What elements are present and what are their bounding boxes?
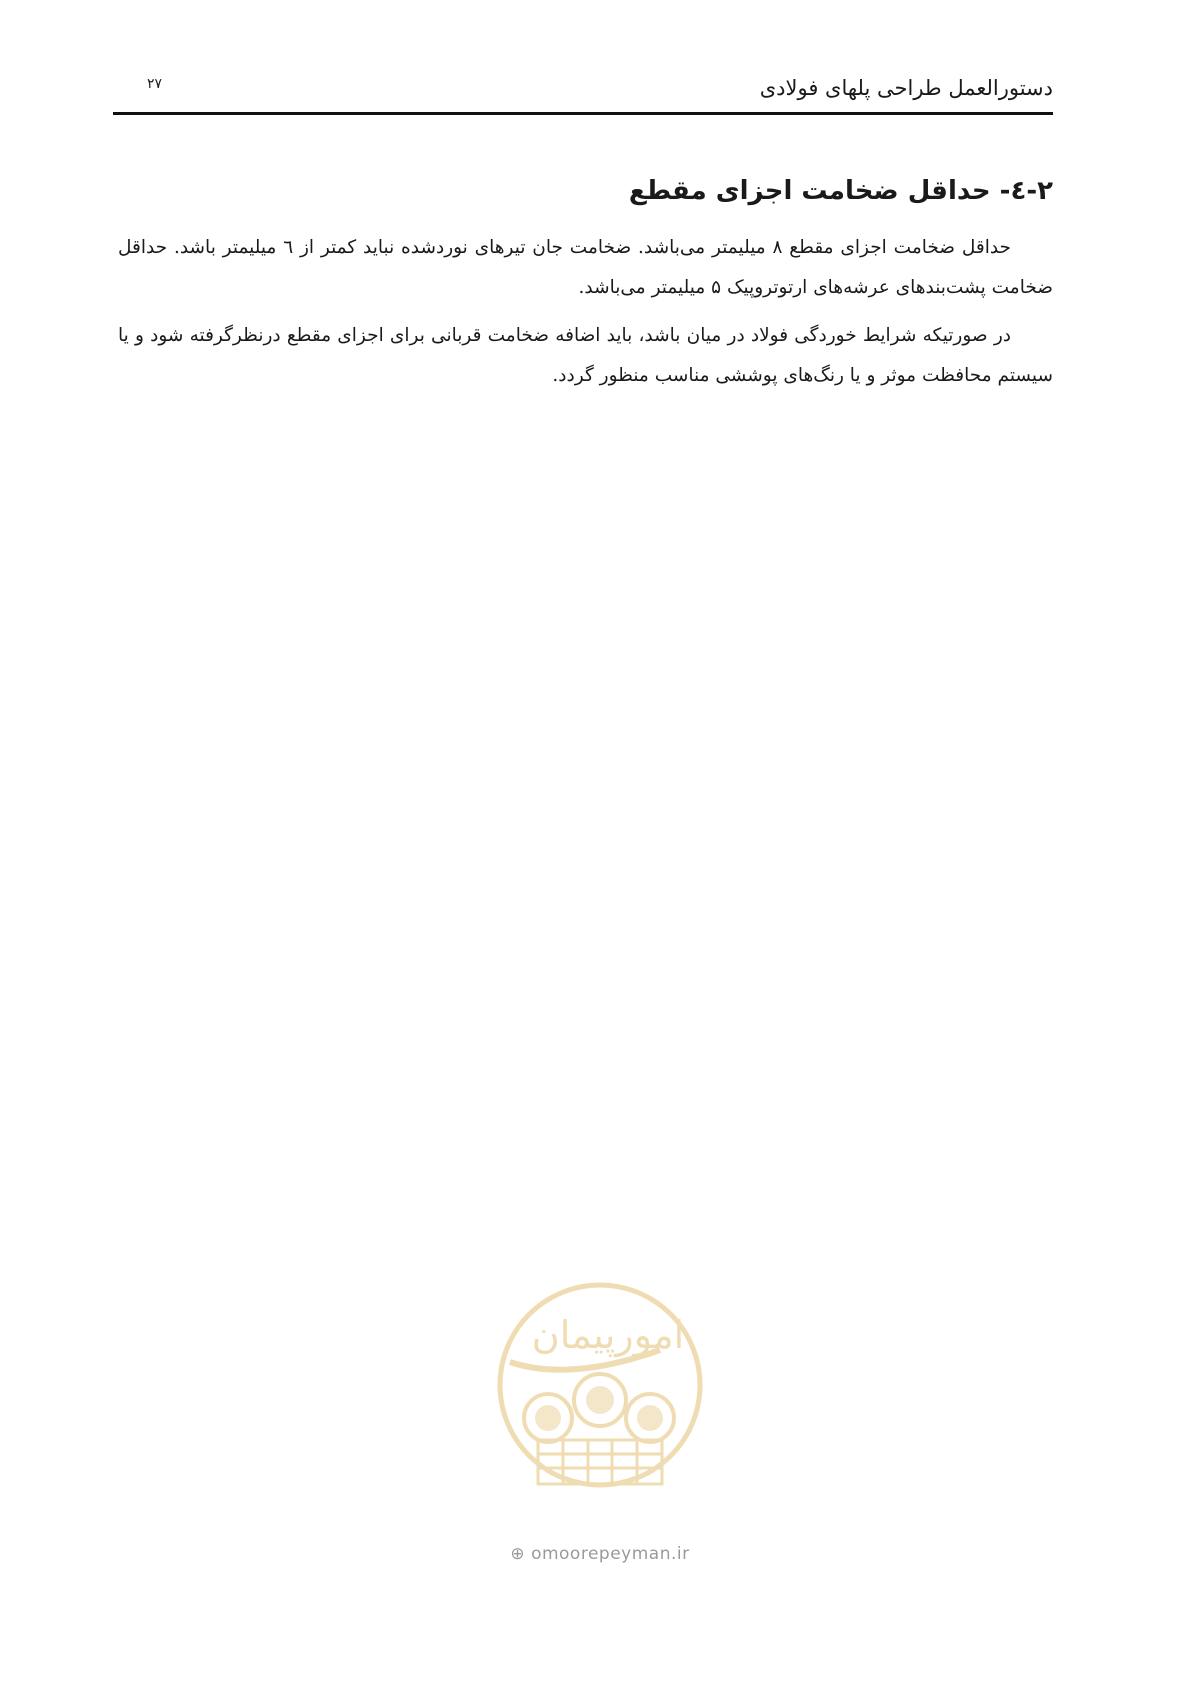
header-title: دستورالعمل طراحی پلهای فولادی — [759, 76, 1053, 100]
watermark-logo — [490, 1270, 710, 1510]
watermark-url-text: omoorepeyman.ir — [531, 1544, 690, 1564]
paragraph-2: در صورتیکه شرایط خوردگی فولاد در میان باشد، باید اضافه ضخامت قربانی برای اجزای مقطع درنظرگرفته شود و یا سیستم محافظت موثر و یا رنگ‌های پوششی مناسب منظور گردد. — [118, 325, 1053, 386]
globe-icon: ⊕ — [510, 1544, 526, 1564]
watermark-url — [500, 1544, 700, 1564]
page-header — [113, 72, 1053, 115]
watermark-logo-text: امورپیمان — [531, 1313, 685, 1357]
page-number: ۲۷ — [147, 76, 163, 92]
paragraph-1: حداقل ضخامت اجزای مقطع ۸ میلیمتر می‌باشد. ضخامت جان تیرهای نوردشده نباید کمتر از ٦ میلیمتر باشد. حداقل ضخامت پشت‌بندهای عرشه‌های ارتوتروپیک ۵ میلیمتر می‌باشد. — [118, 237, 1053, 298]
section-heading: ۲-٤- حداقل ضخامت اجزای مقطع — [628, 176, 1053, 206]
